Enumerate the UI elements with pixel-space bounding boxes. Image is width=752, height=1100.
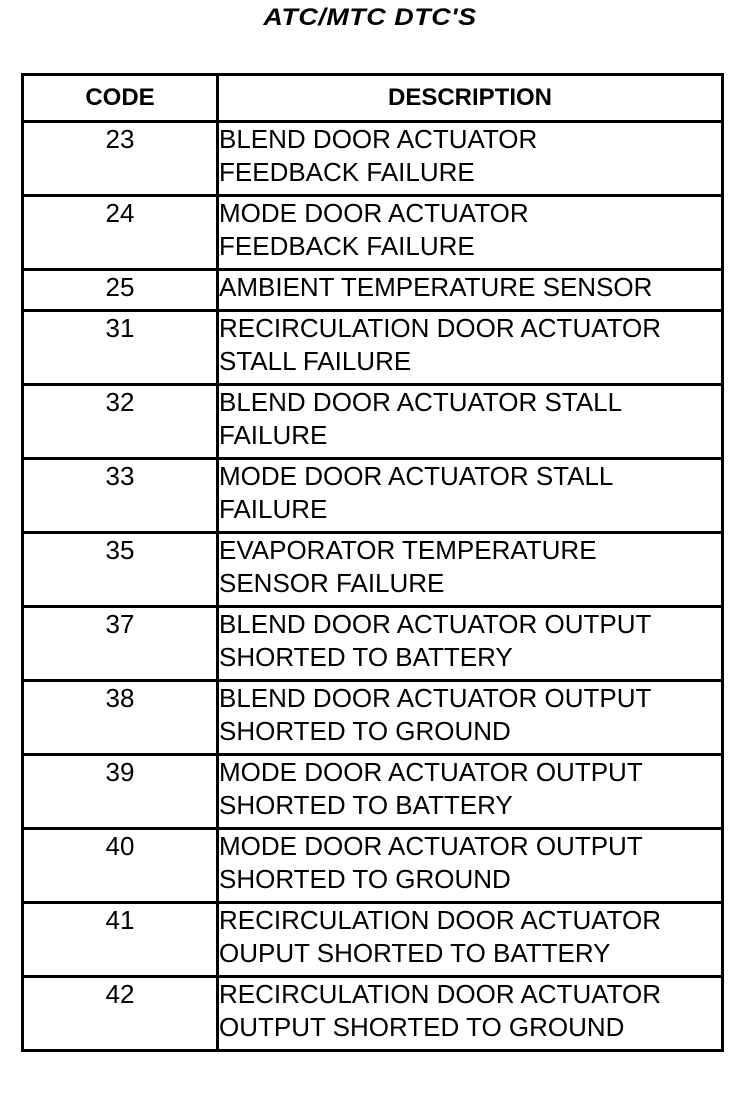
description-cell xyxy=(218,196,723,270)
description-line: SHORTED TO GROUND xyxy=(219,864,511,894)
description-line: BLEND DOOR ACTUATOR OUTPUT xyxy=(219,609,652,639)
code-cell: 35 xyxy=(23,533,218,607)
code-cell: 39 xyxy=(23,755,218,829)
description-line: RECIRCULATION DOOR ACTUATOR xyxy=(219,979,662,1009)
description-line: FAILURE xyxy=(219,494,328,524)
description-line: SHORTED TO BATTERY xyxy=(219,790,513,820)
table-row xyxy=(23,270,723,311)
description-line: OUTPUT SHORTED TO GROUND xyxy=(219,1012,625,1042)
table-row xyxy=(23,385,723,459)
table-row xyxy=(23,607,723,681)
description-cell xyxy=(218,459,723,533)
code-cell: 37 xyxy=(23,607,218,681)
description-cell xyxy=(218,311,723,385)
description-line: BLEND DOOR ACTUATOR xyxy=(219,124,538,154)
table-header-row xyxy=(23,75,723,122)
description-line: MODE DOOR ACTUATOR OUTPUT xyxy=(219,831,643,861)
code-column-header: CODE xyxy=(23,75,218,122)
table-row xyxy=(23,196,723,270)
description-line: EVAPORATOR TEMPERATURE xyxy=(219,535,597,565)
table-row xyxy=(23,829,723,903)
table-row xyxy=(23,122,723,196)
description-line: MODE DOOR ACTUATOR STALL xyxy=(219,461,614,491)
description-line: MODE DOOR ACTUATOR OUTPUT xyxy=(219,757,643,787)
description-line: FAILURE xyxy=(219,420,328,450)
description-cell xyxy=(218,122,723,196)
description-line: FEEDBACK FAILURE xyxy=(219,231,475,261)
description-cell xyxy=(218,829,723,903)
code-cell: 38 xyxy=(23,681,218,755)
code-cell: 24 xyxy=(23,196,218,270)
table-row xyxy=(23,681,723,755)
table-row xyxy=(23,755,723,829)
description-line: RECIRCULATION DOOR ACTUATOR xyxy=(219,905,662,935)
description-line: SENSOR FAILURE xyxy=(219,568,445,598)
description-cell xyxy=(218,903,723,977)
description-cell xyxy=(218,270,723,311)
page-title: ATC/MTC DTC'S xyxy=(263,4,477,31)
description-cell xyxy=(218,385,723,459)
description-cell xyxy=(218,755,723,829)
code-cell: 23 xyxy=(23,122,218,196)
description-cell xyxy=(218,681,723,755)
code-cell: 41 xyxy=(23,903,218,977)
table-row xyxy=(23,459,723,533)
description-line: BLEND DOOR ACTUATOR STALL xyxy=(219,387,623,417)
code-cell: 31 xyxy=(23,311,218,385)
description-line: BLEND DOOR ACTUATOR OUTPUT xyxy=(219,683,652,713)
dtc-table xyxy=(21,73,724,1052)
description-line: MODE DOOR ACTUATOR xyxy=(219,198,529,228)
table-row xyxy=(23,311,723,385)
code-cell: 42 xyxy=(23,977,218,1051)
table-row xyxy=(23,533,723,607)
description-cell xyxy=(218,607,723,681)
description-line: OUPUT SHORTED TO BATTERY xyxy=(219,938,611,968)
description-line: SHORTED TO BATTERY xyxy=(219,642,513,672)
description-line: SHORTED TO GROUND xyxy=(219,716,511,746)
table-row xyxy=(23,977,723,1051)
table-row xyxy=(23,903,723,977)
description-line: STALL FAILURE xyxy=(219,346,412,376)
description-cell xyxy=(218,533,723,607)
code-cell: 25 xyxy=(23,270,218,311)
code-cell: 33 xyxy=(23,459,218,533)
description-column-header: DESCRIPTION xyxy=(218,75,723,122)
description-line: RECIRCULATION DOOR ACTUATOR xyxy=(219,313,662,343)
description-line: AMBIENT TEMPERATURE SENSOR xyxy=(219,272,653,302)
code-cell: 40 xyxy=(23,829,218,903)
description-line: FEEDBACK FAILURE xyxy=(219,157,475,187)
code-cell: 32 xyxy=(23,385,218,459)
description-cell xyxy=(218,977,723,1051)
